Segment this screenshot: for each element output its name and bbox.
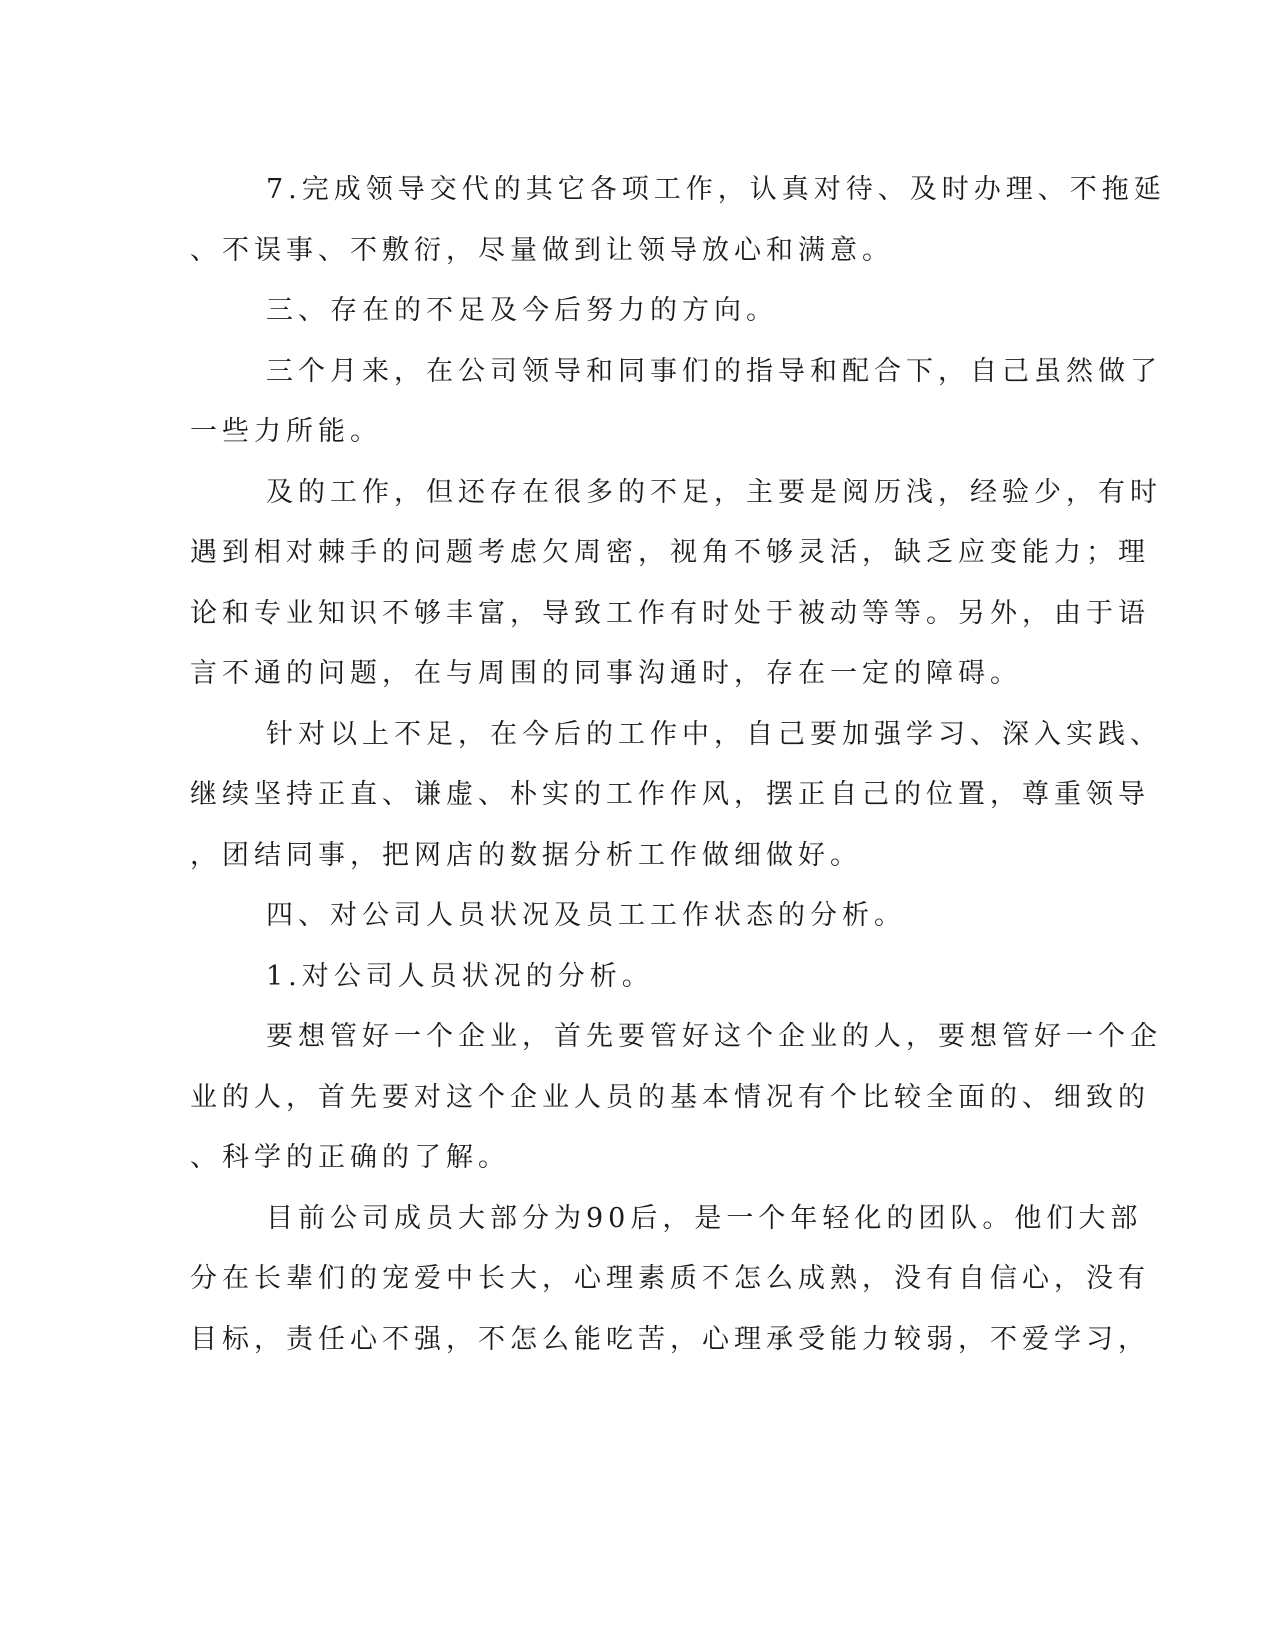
text-line: 目前公司成员大部分为90后，是一个年轻化的团队。他们大部 (266, 1202, 1143, 1234)
text-line: 7.完成领导交代的其它各项工作，认真对待、及时办理、不拖延 (266, 174, 1166, 205)
text-line: 遇到相对棘手的问题考虑欠周密，视角不够灵活，缺乏应变能力；理 (190, 537, 1150, 568)
text-line: 一些力所能。 (190, 416, 382, 447)
text-line: 业的人，首先要对这个企业人员的基本情况有个比较全面的、细致的 (190, 1081, 1150, 1113)
text-line: 言不通的问题，在与周围的同事沟通时，存在一定的障碍。 (190, 658, 1022, 689)
text-line: 继续坚持正直、谦虚、朴实的工作作风，摆正自己的位置，尊重领导 (190, 779, 1150, 810)
text-line: 要想管好一个企业，首先要管好这个企业的人，要想管好一个企 (266, 1021, 1162, 1052)
subsection-heading: 1.对公司人员状况的分析。 (266, 960, 654, 992)
document-body (190, 160, 1166, 1370)
text-line: 目标，责任心不强，不怎么能吃苦，心理承受能力较弱，不爱学习， (190, 1323, 1150, 1355)
text-line: 论和专业知识不够丰富，导致工作有时处于被动等等。另外，由于语 (190, 597, 1150, 629)
text-line: 针对以上不足，在今后的工作中，自己要加强学习、深入实践、 (266, 718, 1162, 750)
section-heading: 四、对公司人员状况及员工工作状态的分析。 (266, 900, 906, 931)
section-heading: 三、存在的不足及今后努力的方向。 (266, 295, 778, 326)
text-line: 及的工作，但还存在很多的不足，主要是阅历浅，经验少，有时 (266, 476, 1162, 508)
text-line: 、不误事、不敷衍，尽量做到让领导放心和满意。 (190, 234, 894, 266)
text-line: 分在长辈们的宠爱中长大，心理素质不怎么成熟，没有自信心，没有 (190, 1263, 1150, 1294)
text-line: 三个月来，在公司领导和同事们的指导和配合下，自己虽然做了 (266, 355, 1162, 387)
text-line: 、科学的正确的了解。 (190, 1142, 510, 1173)
text-line: ，团结同事，把网店的数据分析工作做细做好。 (190, 839, 862, 871)
